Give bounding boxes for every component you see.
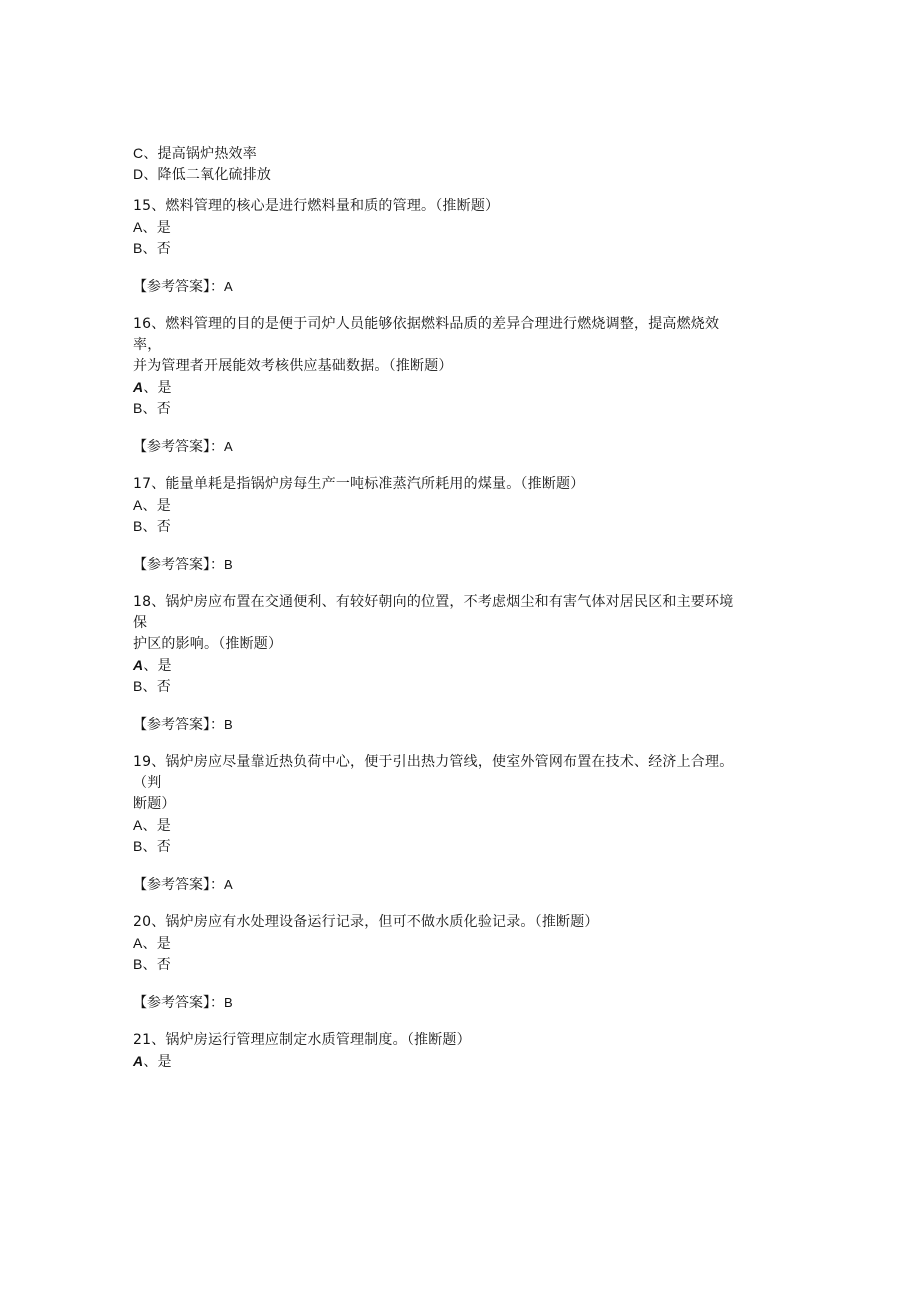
answer-value: A — [224, 877, 233, 892]
option-letter: A — [133, 497, 143, 513]
option-letter: A — [133, 935, 143, 951]
answer-value: B — [224, 557, 233, 572]
question-19 — [133, 752, 793, 912]
reference-answer — [133, 992, 793, 1013]
question-stem: 保 — [133, 615, 148, 631]
option-letter: A — [133, 219, 143, 235]
question-stem: 16、燃料管理的目的是便于司炉人员能够依据燃料品质的差异合理进行燃烧调整，提高燃烧效 — [133, 316, 720, 332]
option-b — [133, 398, 793, 419]
option-separator: 、 — [142, 241, 157, 257]
option-separator: 、 — [142, 220, 157, 236]
option-separator: 、 — [142, 936, 157, 952]
option-a — [133, 655, 793, 676]
question-17 — [133, 474, 793, 592]
answer-value: B — [224, 717, 233, 732]
question-stem: 护区的影响。（推断题） — [133, 636, 283, 652]
option-separator: 、 — [143, 1054, 158, 1070]
answer-value: A — [224, 279, 233, 294]
option-b — [133, 676, 793, 697]
question-stem: 断题） — [133, 796, 176, 812]
option-a — [133, 815, 793, 836]
option-letter: C — [133, 145, 144, 161]
option-a — [133, 495, 793, 516]
option-letter: A — [133, 657, 144, 673]
option-separator: 、 — [142, 401, 157, 417]
option-separator: 、 — [143, 167, 158, 183]
option-letter: D — [133, 166, 144, 182]
option-letter: A — [133, 817, 143, 833]
answer-label: 【参考答案】： — [133, 877, 224, 893]
option-separator: 、 — [143, 380, 158, 396]
document-page — [133, 143, 793, 1072]
option-text: 是 — [156, 936, 171, 952]
option-text: 是 — [156, 818, 171, 834]
question-stem: （判 — [133, 775, 162, 791]
option-text: 否 — [156, 839, 171, 855]
option-a — [133, 1051, 793, 1072]
option-text: 否 — [156, 679, 171, 695]
option-separator: 、 — [143, 146, 158, 162]
option-text: 降低二氧化硫排放 — [157, 167, 272, 183]
answer-label: 【参考答案】： — [133, 557, 224, 573]
option-a — [133, 377, 793, 398]
option-letter: B — [133, 956, 143, 972]
question-stem: 18、锅炉房应布置在交通便利、有较好朝向的位置，不考虑烟尘和有害气体对居民区和主要环境 — [133, 594, 734, 610]
reference-answer — [133, 554, 793, 575]
question-stem: 19、锅炉房应尽量靠近热负荷中心，便于引出热力管线，使室外管网布置在技术、经济上合理。 — [133, 754, 734, 770]
option-text: 否 — [156, 957, 171, 973]
question-18 — [133, 592, 793, 752]
option-letter: B — [133, 240, 143, 256]
option-text: 否 — [156, 519, 171, 535]
option-letter: B — [133, 678, 143, 694]
option-text: 是 — [157, 658, 172, 674]
option-separator: 、 — [142, 519, 157, 535]
option-letter: B — [133, 518, 143, 534]
reference-answer — [133, 276, 793, 297]
answer-value: A — [224, 439, 233, 454]
option-separator: 、 — [142, 498, 157, 514]
option-b — [133, 238, 793, 259]
answer-label: 【参考答案】： — [133, 279, 224, 295]
option-separator: 、 — [142, 839, 157, 855]
question-stem: 20、锅炉房应有水处理设备运行记录，但可不做水质化验记录。（推断题） — [133, 914, 599, 930]
option-separator: 、 — [143, 658, 158, 674]
option-a — [133, 933, 793, 954]
option-b — [133, 954, 793, 975]
question-15 — [133, 196, 793, 314]
option-text: 是 — [157, 1054, 172, 1070]
question-16 — [133, 314, 793, 474]
option-text: 是 — [156, 220, 171, 236]
option-b — [133, 516, 793, 537]
answer-label: 【参考答案】： — [133, 717, 224, 733]
question-21 — [133, 1030, 793, 1072]
question-stem: 17、能量单耗是指锅炉房每生产一吨标准蒸汽所耗用的煤量。（推断题） — [133, 476, 585, 492]
option-text: 是 — [157, 380, 172, 396]
option-text: 是 — [156, 498, 171, 514]
question-stem: 15、燃料管理的核心是进行燃料量和质的管理。（推断题） — [133, 198, 500, 214]
option-c — [133, 143, 793, 164]
answer-label: 【参考答案】： — [133, 995, 224, 1011]
question-stem: 21、锅炉房运行管理应制定水质管理制度。（推断题） — [133, 1032, 471, 1048]
option-b — [133, 836, 793, 857]
option-letter: A — [133, 379, 144, 395]
option-d — [133, 164, 793, 185]
question-stem: 率， — [133, 337, 162, 353]
option-separator: 、 — [142, 818, 157, 834]
answer-label: 【参考答案】： — [133, 439, 224, 455]
option-letter: B — [133, 400, 143, 416]
option-a — [133, 217, 793, 238]
answer-value: B — [224, 995, 233, 1010]
option-text: 提高锅炉热效率 — [157, 146, 257, 162]
reference-answer — [133, 714, 793, 735]
option-separator: 、 — [142, 957, 157, 973]
option-text: 否 — [156, 401, 171, 417]
question-20 — [133, 912, 793, 1030]
reference-answer — [133, 874, 793, 895]
question-stem: 并为管理者开展能效考核供应基础数据。（推断题） — [133, 358, 453, 374]
reference-answer — [133, 436, 793, 457]
option-letter: B — [133, 838, 143, 854]
option-letter: A — [133, 1053, 144, 1069]
option-text: 否 — [156, 241, 171, 257]
option-separator: 、 — [142, 679, 157, 695]
